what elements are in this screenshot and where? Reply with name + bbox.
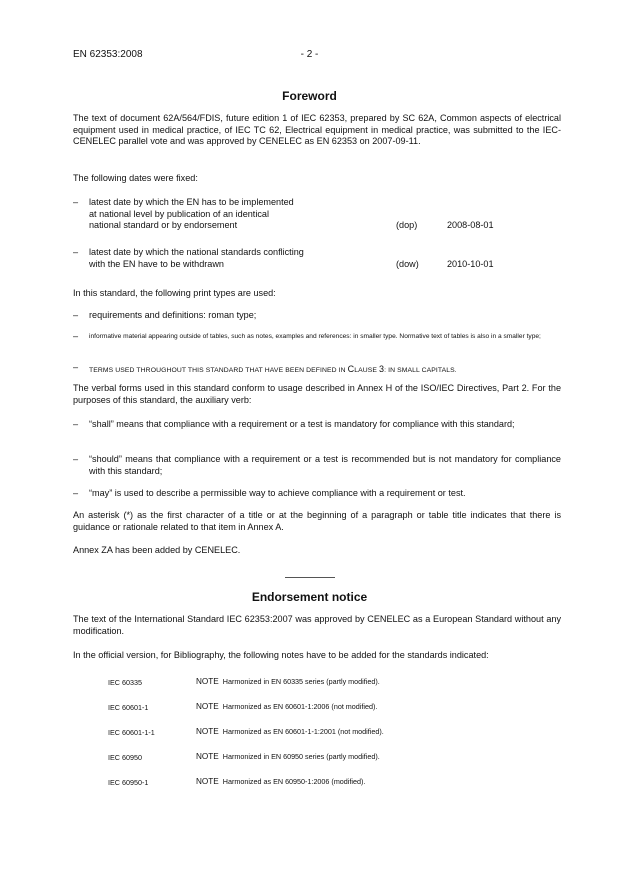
note-label: NOTE [196, 777, 219, 786]
note-text: Harmonized as EN 60601-1-1:2001 (not modified). [222, 727, 384, 736]
small-caps-number: 3 [379, 364, 385, 374]
dash-marker: – [73, 331, 79, 341]
dash-marker: – [73, 197, 79, 207]
note-standard: IEC 60601-1-1 [108, 728, 155, 737]
foreword-title: Foreword [282, 89, 337, 103]
date-item-line: latest date by which the national standards conflicting [89, 247, 304, 257]
small-caps-initial: C [347, 364, 355, 374]
note-row [196, 702, 377, 711]
date-value-dow: 2010-10-01 [447, 259, 494, 269]
small-caps-text: : IN SMALL CAPITALS. [384, 367, 457, 374]
dash-marker: – [73, 247, 79, 257]
date-item-dop [89, 197, 294, 232]
verb-may: “may” is used to describe a permissible way to achieve compliance with a requirement or test. [89, 488, 466, 498]
date-code-dow: (dow) [396, 259, 419, 269]
note-row [196, 727, 384, 736]
date-item-line: at national level by publication of an identical [89, 208, 269, 219]
verbal-forms: The verbal forms used in this standard conform to usage described in Annex H of the ISO/IEC Directives, Part 2. For the purposes of this standard, the auxiliary verb: [73, 383, 561, 405]
bibliography-intro: In the official version, for Bibliography, the following notes have to be added for the standards indicated: [73, 650, 489, 660]
note-text: Harmonized as EN 60950-1:2006 (modified). [222, 777, 366, 786]
dash-marker: – [73, 419, 79, 429]
note-text: Harmonized in EN 60335 series (partly modified). [222, 677, 380, 686]
note-text: Harmonized as EN 60601-1:2006 (not modified). [222, 702, 378, 711]
verb-shall: “shall” means that compliance with a requirement or a test is mandatory for compliance with this standard; [89, 419, 515, 429]
verb-should: “should” means that compliance with a requirement or a test is recommended but is not mandatory for compliance with this standard; [89, 454, 561, 476]
note-label: NOTE [196, 752, 219, 761]
foreword-intro: The text of document 62A/564/FDIS, future edition 1 of IEC 62353, prepared by SC 62A, Common aspects of electrical equipment used in medical practice, of IEC TC 62, Electrical equipment in medical practice, was submitted to the IEC-CENELEC parallel vote and was approved by CENELEC as EN 62353 on 2007-09-11. [73, 113, 561, 146]
page-number: - 2 - [300, 49, 319, 60]
dash-marker: – [73, 454, 79, 464]
date-item-line: latest date by which the EN has to be implemented [89, 197, 294, 207]
section-separator [285, 577, 335, 578]
annex-za-note: Annex ZA has been added by CENELEC. [73, 545, 241, 555]
note-row [196, 677, 380, 686]
note-label: NOTE [196, 727, 219, 736]
endorsement-text: The text of the International Standard IEC 62353:2007 was approved by CENELEC as a European Standard without any modification. [73, 614, 561, 636]
date-item-dow [89, 247, 304, 270]
small-caps-text: LAUSE [354, 367, 379, 374]
dates-intro: The following dates were fixed: [73, 173, 198, 183]
note-standard: IEC 60335 [108, 678, 142, 687]
print-type-small-caps [89, 364, 457, 377]
note-standard: IEC 60950 [108, 753, 142, 762]
print-type-informative: informative material appearing outside of tables, such as notes, examples and references: in smaller type. Normative text of tables is also in a smaller type; [89, 333, 541, 340]
date-value-dop: 2008-08-01 [447, 220, 494, 230]
dash-marker: – [73, 310, 79, 320]
date-item-line: with the EN have to be withdrawn [89, 258, 224, 269]
note-label: NOTE [196, 677, 219, 686]
date-item-line: national standard or by endorsement [89, 220, 238, 230]
asterisk-note: An asterisk (*) as the first character of a title or at the beginning of a paragraph or table title indicates that there is guidance or rationale related to that item in Annex A. [73, 510, 561, 532]
small-caps-text: TERMS USED THROUGHOUT THIS STANDARD THAT HAVE BEEN DEFINED IN [89, 367, 348, 374]
date-code-dop: (dop) [396, 220, 418, 230]
note-row [196, 752, 380, 761]
note-row [196, 777, 365, 786]
dash-marker: – [73, 362, 79, 372]
print-type-roman: requirements and definitions: roman type; [89, 310, 257, 320]
note-standard: IEC 60601-1 [108, 703, 149, 712]
doc-id: EN 62353:2008 [73, 49, 143, 60]
note-label: NOTE [196, 702, 219, 711]
note-standard: IEC 60950-1 [108, 778, 149, 787]
note-text: Harmonized in EN 60950 series (partly modified). [222, 752, 380, 761]
print-types-intro: In this standard, the following print types are used: [73, 288, 276, 298]
dash-marker: – [73, 488, 79, 498]
endorsement-title: Endorsement notice [251, 590, 368, 604]
